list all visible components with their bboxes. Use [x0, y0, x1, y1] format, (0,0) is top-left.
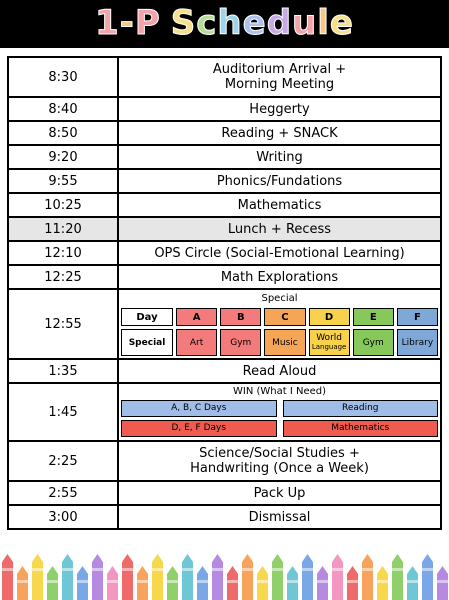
- crayon: [377, 566, 388, 600]
- page-title: 1-P Schedule: [95, 3, 354, 43]
- crayon: [242, 554, 253, 600]
- crayon-illustration: [0, 552, 449, 600]
- crayon: [392, 554, 403, 600]
- activity-line: Read Aloud: [242, 363, 317, 379]
- schedule-row: [8, 169, 441, 193]
- crayon: [32, 554, 43, 600]
- time-cell: 12:25: [8, 265, 118, 289]
- crayon: [257, 566, 268, 600]
- time-cell: 2:25: [8, 441, 118, 481]
- activity-cell: [118, 265, 441, 289]
- crayon: [437, 566, 448, 600]
- win-cell: A, B, C Days: [121, 400, 276, 417]
- special-label: Special: [121, 329, 173, 356]
- activity-line: Lunch + Recess: [227, 221, 332, 237]
- crayon: [197, 566, 208, 600]
- time-cell: 8:30: [8, 57, 118, 97]
- crayon: [92, 554, 103, 600]
- activity-cell: [118, 169, 441, 193]
- crayon: [17, 566, 28, 600]
- crayon: [167, 566, 178, 600]
- win-cell: Mathematics: [283, 420, 439, 437]
- crayon: [317, 566, 328, 600]
- schedule-row: [8, 289, 441, 359]
- day-letter: C: [264, 308, 305, 326]
- crayon: [2, 554, 13, 600]
- time-cell: 8:50: [8, 121, 118, 145]
- time-cell: 12:10: [8, 241, 118, 265]
- activity-cell: [118, 97, 441, 121]
- crayon: [47, 566, 58, 600]
- schedule-row: [8, 265, 441, 289]
- schedule-row: [8, 481, 441, 505]
- crayon: [62, 554, 73, 600]
- activity-line: Mathematics: [237, 197, 322, 213]
- crayon: [107, 566, 118, 600]
- time-cell: 9:20: [8, 145, 118, 169]
- schedule-table: [7, 56, 442, 530]
- special-heading: Special: [261, 293, 298, 304]
- crayon: [362, 554, 373, 600]
- activity-cell: [118, 505, 441, 529]
- activity-line: Science/Social Studies +: [199, 446, 360, 461]
- day-label: Day: [121, 308, 173, 326]
- activity-cell: [118, 145, 441, 169]
- day-letter: B: [220, 308, 261, 326]
- activity-line: Heggerty: [249, 101, 310, 117]
- activity-cell: [118, 121, 441, 145]
- schedule-row: [8, 383, 441, 441]
- day-letter: D: [309, 308, 350, 326]
- activity-line: OPS Circle (Social-Emotional Learning): [154, 245, 405, 261]
- activity-cell: [118, 383, 441, 441]
- subject-line: Language: [311, 343, 347, 351]
- activity-line: Phonics/Fundations: [216, 173, 343, 189]
- crayon: [227, 566, 238, 600]
- activity-cell: [118, 193, 441, 217]
- time-cell: 3:00: [8, 505, 118, 529]
- activity-line: Reading + SNACK: [221, 125, 338, 141]
- time-cell: 1:35: [8, 359, 118, 383]
- activity-line: Writing: [256, 149, 303, 165]
- crayon: [182, 554, 193, 600]
- activity-cell: [118, 217, 441, 241]
- activity-line: Pack Up: [253, 485, 306, 501]
- activity-cell: [118, 441, 441, 481]
- activity-line: Auditorium Arrival +: [212, 62, 347, 77]
- special-subject: Library: [397, 329, 438, 356]
- crayon: [407, 566, 418, 600]
- activity-cell: [118, 359, 441, 383]
- crayon: [332, 554, 343, 600]
- activity-line: Dismissal: [248, 509, 311, 525]
- day-letter: F: [397, 308, 438, 326]
- special-subject: Gym: [353, 329, 394, 356]
- crayon: [272, 554, 283, 600]
- schedule-row: [8, 145, 441, 169]
- activity-line: Morning Meeting: [224, 77, 335, 92]
- crayon: [137, 566, 148, 600]
- schedule-row: [8, 121, 441, 145]
- schedule-row: [8, 441, 441, 481]
- time-cell: 8:40: [8, 97, 118, 121]
- activity-line: Math Explorations: [220, 269, 339, 285]
- time-cell: 10:25: [8, 193, 118, 217]
- schedule-sheet: [0, 48, 449, 552]
- win-cell: Reading: [283, 400, 439, 417]
- crayon: [152, 554, 163, 600]
- schedule-row: [8, 217, 441, 241]
- activity-line: Handwriting (Once a Week): [190, 461, 369, 476]
- time-cell: 1:45: [8, 383, 118, 441]
- win-cell: D, E, F Days: [121, 420, 276, 437]
- special-subject: Art: [176, 329, 217, 356]
- day-letter: E: [353, 308, 394, 326]
- crayon: [302, 554, 313, 600]
- schedule-row: [8, 505, 441, 529]
- schedule-row: [8, 97, 441, 121]
- subject-line: World: [316, 333, 342, 343]
- time-cell: 2:55: [8, 481, 118, 505]
- day-letter: A: [176, 308, 217, 326]
- activity-cell: [118, 241, 441, 265]
- schedule-row: [8, 193, 441, 217]
- activity-cell: [118, 481, 441, 505]
- crayon: [212, 554, 223, 600]
- time-cell: 9:55: [8, 169, 118, 193]
- crayon: [422, 554, 433, 600]
- crayon: [122, 554, 133, 600]
- win-heading: WIN (What I Need): [233, 386, 327, 397]
- crayon-border: [0, 552, 449, 600]
- crayon: [287, 566, 298, 600]
- schedule-row: [8, 359, 441, 383]
- crayon: [77, 566, 88, 600]
- special-subject: Gym: [220, 329, 261, 356]
- crayon: [347, 566, 358, 600]
- schedule-row: [8, 57, 441, 97]
- activity-cell: [118, 57, 441, 97]
- time-cell: 11:20: [8, 217, 118, 241]
- schedule-row: [8, 241, 441, 265]
- activity-cell: [118, 289, 441, 359]
- special-subject: [309, 329, 350, 356]
- win-grid: [119, 400, 440, 440]
- time-cell: 12:55: [8, 289, 118, 359]
- special-subject: Music: [264, 329, 305, 356]
- special-grid: [119, 308, 440, 358]
